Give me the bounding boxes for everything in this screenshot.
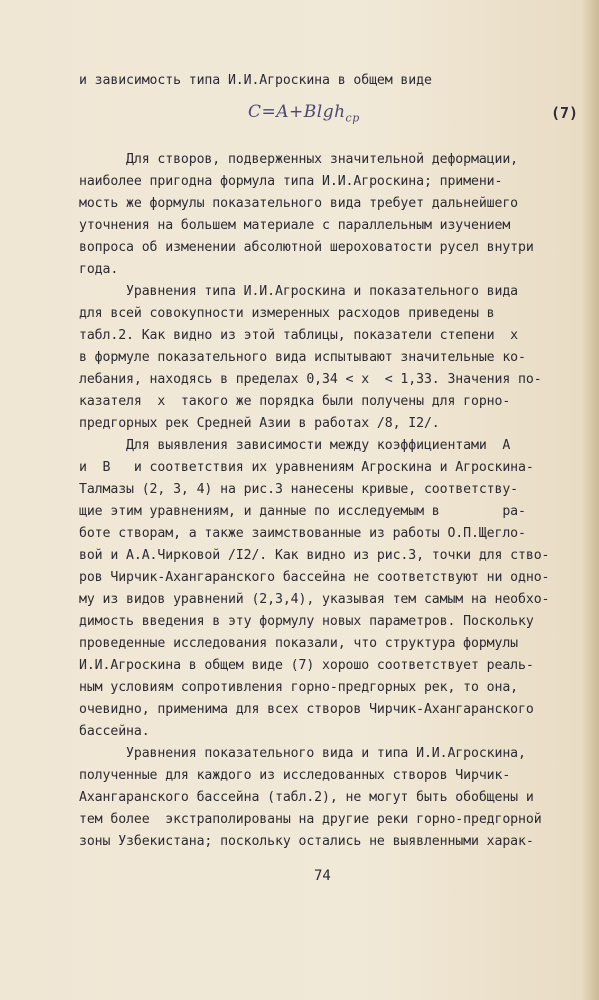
text-line-5: уточнения на большем материале с параллельным изучением [79, 218, 511, 233]
text-line-30: полученные для каждого из исследованных створов Чирчик- [79, 768, 511, 783]
text-line-17: Талмазы (2, 3, 4) на рис.3 нанесены кривые, соответству- [79, 482, 519, 497]
text-line-28: бассейна. [79, 724, 150, 739]
text-line-3: наиболее пригодна формула типа И.И.Агроскина; примени- [79, 174, 503, 189]
text-line-12: лебания, находясь в пределах 0,34 < x < 1,33. Значения по- [79, 372, 542, 387]
text-line-20: вой и А.А.Чирковой /I2/. Как видно из рис.3, точки для ство- [79, 548, 550, 563]
formula-subscript: ср [345, 111, 360, 125]
text-line-18: щие этим уравнениям, и данные по исследуемым в ра- [79, 504, 526, 519]
text-line-7: года. [79, 262, 119, 277]
text-line-32: тем более экстраполированы на другие реки горно-предгорной [79, 812, 542, 827]
text-line-8: Уравнения типа И.И.Агроскина и показательного вида [79, 284, 519, 299]
text-line-27: очевидно, применима для всех створов Чирчик-Ахангаранского [79, 702, 534, 717]
page-number: 74 [314, 868, 331, 884]
equation-number: (7) [551, 104, 579, 122]
text-line-1: и зависимость типа И.И.Агроскина в общем виде [79, 73, 432, 88]
text-line-9: для всей совокупности измеренных расходов приведены в [79, 306, 495, 321]
text-line-26: ным условиям сопротивления горно-предгорных рек, то она, [79, 680, 519, 695]
formula-main: C=A+Blgh [248, 102, 346, 122]
text-line-19: боте створам, а также заимствованные из работы О.П.Щегло- [79, 526, 526, 541]
text-line-31: Ахангаранского бассейна (табл.2), не могут быть обобщены и [79, 790, 534, 805]
text-line-24: проведенные исследования показали, что структура формулы [79, 636, 519, 651]
text-line-21: ров Чирчик-Ахангаранского бассейна не соответствуют ни одно- [79, 570, 550, 585]
text-line-22: му из видов уравнений (2,3,4), указывая тем самым на необхо- [79, 592, 550, 607]
text-line-14: предгорных рек Средней Азии в работах /8, I2/. [79, 416, 440, 431]
text-line-4: мость же формулы показательного вида требует дальнейшего [79, 196, 519, 211]
text-line-25: И.И.Агроскина в общем виде (7) хорошо соответствует реаль- [79, 658, 534, 673]
text-line-15: Для выявления зависимости между коэффициентами A [79, 438, 511, 453]
text-line-16: и B и соответствия их уравнениям Агроскина и Агроскина- [79, 460, 534, 475]
text-line-23: димость введения в эту формулу новых параметров. Поскольку [79, 614, 534, 629]
text-line-29: Уравнения показательного вида и типа И.И.Агроскина, [79, 746, 526, 761]
text-line-10: табл.2. Как видно из этой таблицы, показатели степени x [79, 328, 519, 343]
text-line-2: Для створов, подверженных значительной деформации, [79, 152, 519, 167]
text-line-13: казателя x такого же порядка были получены для горно- [79, 394, 511, 409]
text-line-11: в формуле показательного вида испытывают значительные ко- [79, 350, 526, 365]
text-line-6: вопроса об изменении абсолютной шероховатости русел внутри [79, 240, 534, 255]
handwritten-formula [248, 102, 360, 124]
text-line-33: зоны Узбекистана; поскольку остались не выявленными харак- [79, 834, 534, 849]
